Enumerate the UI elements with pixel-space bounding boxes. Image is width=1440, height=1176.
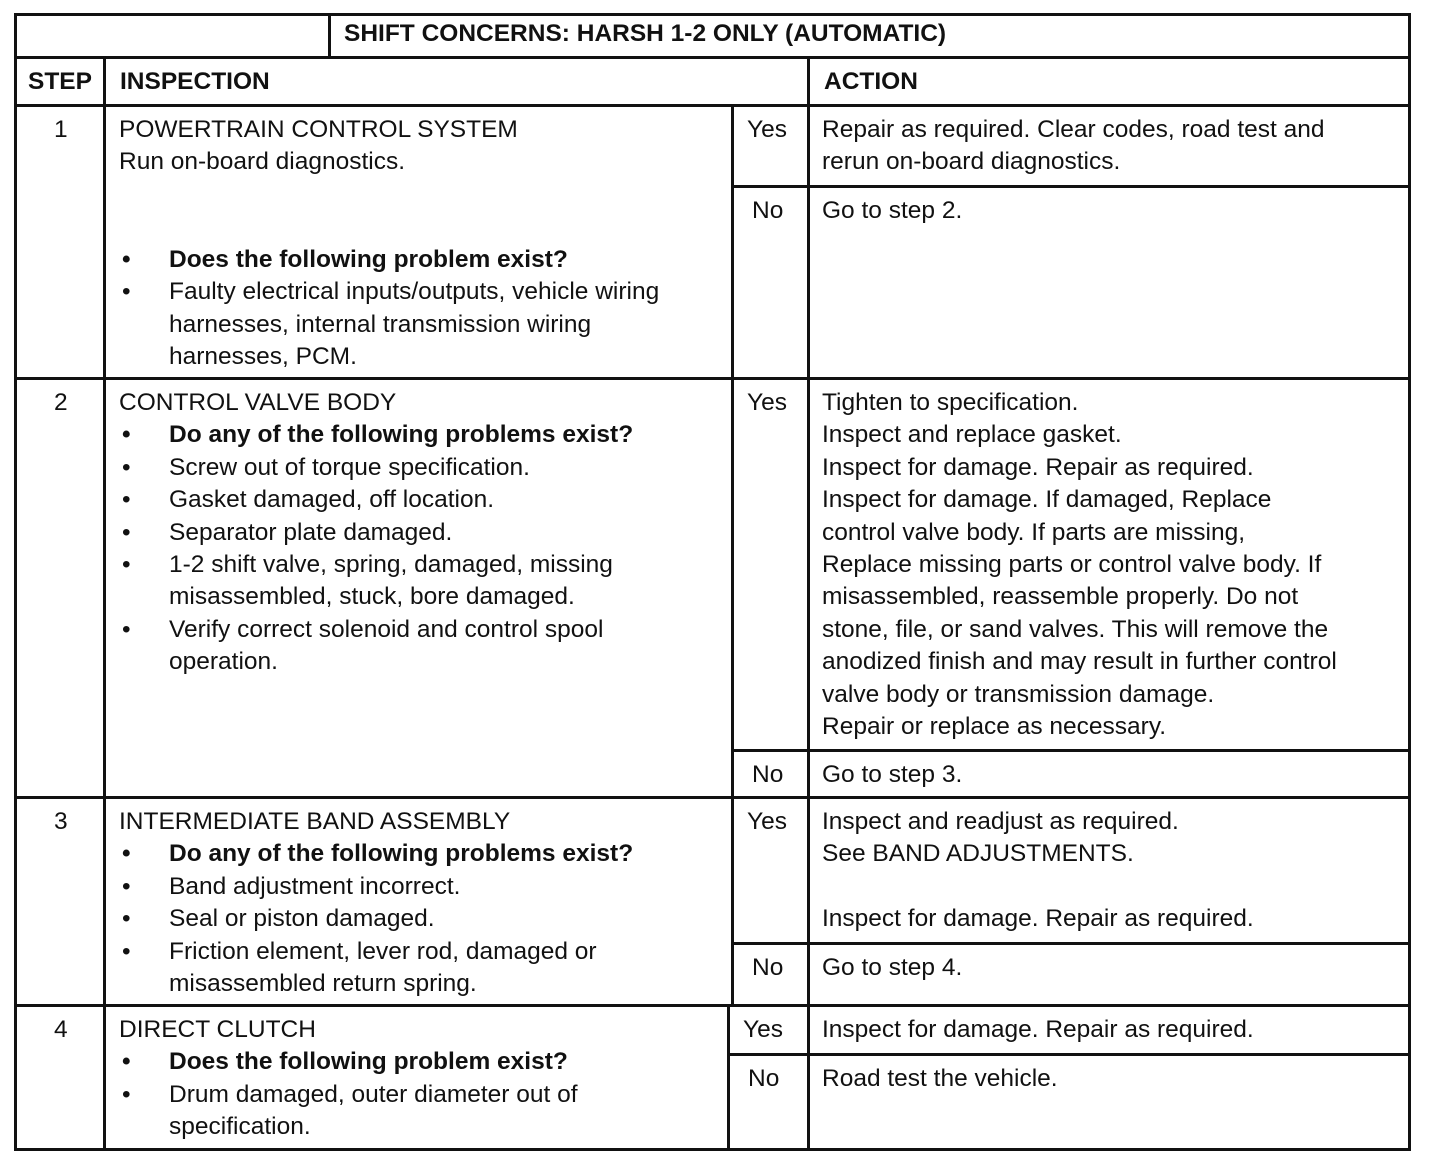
row-divider — [14, 377, 1411, 380]
step-number: 3 — [54, 808, 68, 835]
inspection-cell — [119, 114, 729, 373]
header-step: STEP — [28, 68, 92, 95]
header-inspection: INSPECTION — [120, 68, 270, 95]
divider — [731, 377, 734, 796]
inspection-items — [119, 244, 729, 374]
no-label: No — [752, 761, 784, 788]
inspection-item: • Screw out of torque specification. — [119, 452, 729, 484]
no-action: Road test the vehicle. — [822, 1065, 1058, 1092]
yes-label: Yes — [743, 1016, 783, 1043]
yes-action: Tighten to specification. Inspect and replace gasket. Inspect for damage. Repair as required. Inspect for damage. If damaged, Replace control valve body. If parts are missing, Replace missing parts or control valve body. If misassembled, reassemble properly. Do not stone, file, or sand valves. This will remove the anodized finish and may result in further control valve body or transmission damage. Repair or replace as necessary. — [822, 389, 1337, 741]
inspection-item: • Friction element, lever rod, damaged or misassembled return spring. — [119, 936, 729, 1001]
step-number: 4 — [54, 1016, 68, 1043]
inspection-items — [119, 1046, 729, 1143]
row-divider — [14, 1004, 1411, 1007]
no-action: Go to step 2. — [822, 197, 963, 224]
divider — [731, 185, 1411, 188]
no-label: No — [752, 954, 784, 981]
inspection-item: • Separator plate damaged. — [119, 517, 729, 549]
yes-action: Repair as required. Clear codes, road test and rerun on-board diagnostics. — [822, 116, 1325, 176]
inspection-item: • Do any of the following problems exist? — [119, 419, 729, 451]
inspection-item: • Verify correct solenoid and control spool operation. — [119, 614, 729, 679]
step-number: 2 — [54, 389, 68, 416]
inspection-heading: POWERTRAIN CONTROL SYSTEM Run on-board diagnostics. — [119, 116, 518, 176]
inspection-item: • 1-2 shift valve, spring, damaged, missing misassembled, stuck, bore damaged. — [119, 549, 729, 614]
step-number: 1 — [54, 116, 68, 143]
inspection-heading: DIRECT CLUTCH — [119, 1016, 316, 1043]
yes-label: Yes — [747, 389, 787, 416]
no-action: Go to step 4. — [822, 954, 963, 981]
inspection-cell — [119, 806, 729, 1000]
inspection-item: • Band adjustment incorrect. — [119, 871, 729, 903]
inspection-cell — [119, 387, 729, 679]
divider — [731, 796, 734, 1004]
divider — [103, 56, 106, 1150]
inspection-item: • Gasket damaged, off location. — [119, 484, 729, 516]
inspection-item: • Does the following problem exist? — [119, 244, 729, 276]
inspection-item: • Do any of the following problems exist? — [119, 838, 729, 870]
inspection-item: • Drum damaged, outer diameter out of specification. — [119, 1079, 729, 1144]
inspection-heading: INTERMEDIATE BAND ASSEMBLY — [119, 808, 511, 835]
divider — [731, 104, 734, 377]
inspection-heading: CONTROL VALVE BODY — [119, 389, 397, 416]
yes-action: Inspect for damage. Repair as required. — [822, 1016, 1254, 1043]
yes-label: Yes — [747, 116, 787, 143]
divider — [14, 56, 1411, 59]
inspection-items — [119, 419, 729, 678]
divider — [807, 56, 810, 1150]
inspection-cell — [119, 1014, 729, 1144]
divider — [731, 749, 1411, 752]
table-title: SHIFT CONCERNS: HARSH 1-2 ONLY (AUTOMATIC) — [344, 20, 947, 47]
no-label: No — [752, 197, 784, 224]
yes-action: Inspect and readjust as required. See BAND ADJUSTMENTS. Inspect for damage. Repair as required. — [822, 808, 1254, 933]
row-divider — [14, 796, 1411, 799]
yes-label: Yes — [747, 808, 787, 835]
inspection-item: • Does the following problem exist? — [119, 1046, 729, 1078]
no-label: No — [748, 1065, 780, 1092]
no-action: Go to step 3. — [822, 761, 963, 788]
inspection-items — [119, 838, 729, 1000]
divider — [727, 1053, 1411, 1056]
divider — [328, 13, 331, 59]
divider — [14, 104, 1411, 107]
inspection-item: • Seal or piston damaged. — [119, 903, 729, 935]
inspection-item: • Faulty electrical inputs/outputs, vehicle wiring harnesses, internal transmission wiring harnesses, PCM. — [119, 276, 729, 373]
divider — [731, 942, 1411, 945]
header-action: ACTION — [824, 68, 918, 95]
